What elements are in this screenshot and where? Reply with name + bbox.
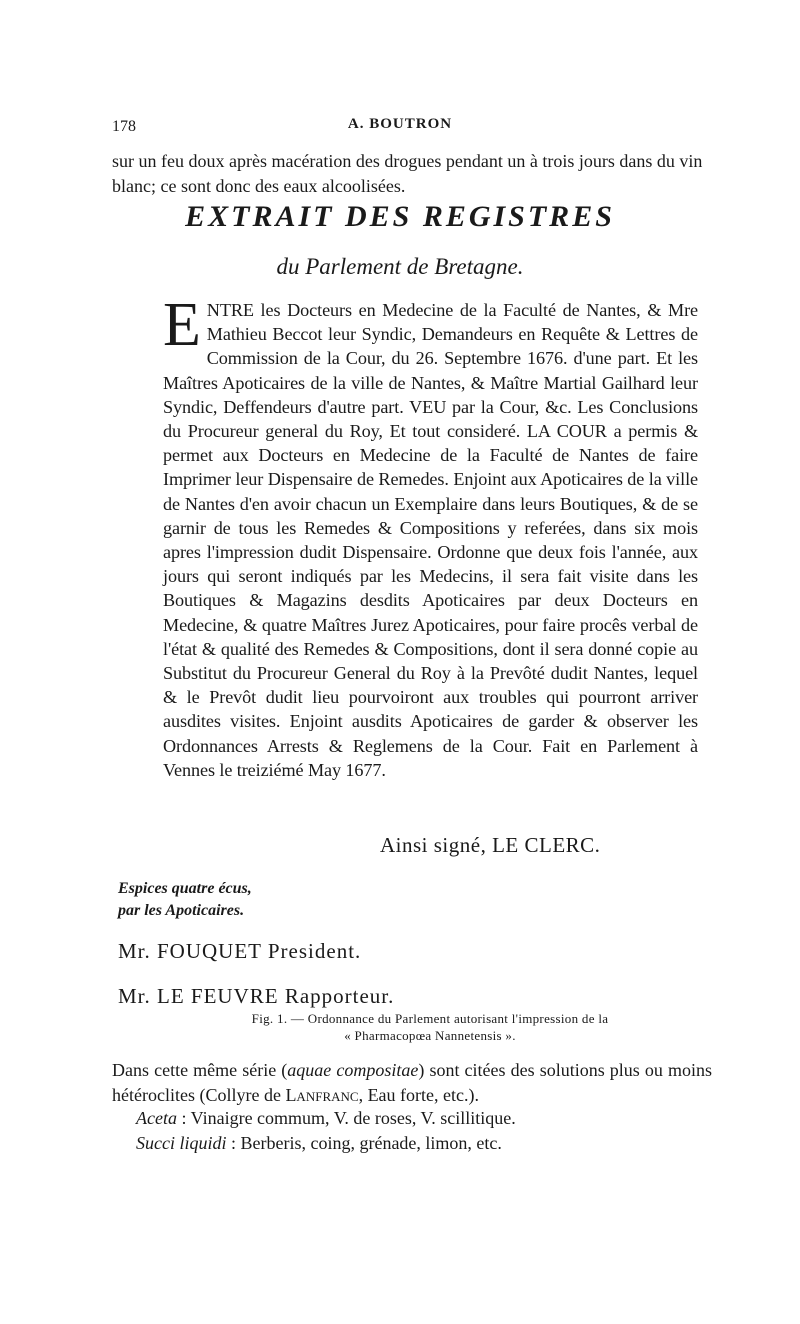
succi-line: [136, 1133, 502, 1154]
caption-line-2: « Pharmacopœa Nannetensis ».: [344, 1028, 516, 1043]
drop-cap: E: [163, 291, 201, 359]
succi-text: : Berberis, coing, grénade, limon, etc.: [226, 1133, 502, 1153]
extrait-title: EXTRAIT DES REGISTRES: [185, 200, 615, 233]
running-head: A. BOUTRON: [347, 116, 453, 132]
para-emphasis: aquae compositae: [287, 1060, 419, 1080]
para-text-start: Dans cette même série (: [112, 1060, 288, 1080]
succi-label: Succi liquidi: [136, 1133, 227, 1153]
figure-caption: [120, 1010, 740, 1044]
para-smallcaps: Lanfranc: [285, 1085, 359, 1105]
intro-paragraph: sur un feu doux après macération des drogues pendant un à trois jours dans du vin blanc; ce sont donc des eaux alcoolisées.: [112, 151, 703, 196]
president-line: Mr. FOUQUET President.: [118, 939, 362, 963]
aceta-line: [136, 1108, 516, 1129]
para-text-mid: ) sont citées des solutions plus ou moins hétéroclites (Collyre de: [112, 1060, 712, 1105]
epices-line-1: Espices quatre écus,: [118, 880, 252, 897]
decree-body: NTRE les Docteurs en Medecine de la Faculté de Nantes, & Mre Mathieu Beccot leur Syndic, Demandeurs en Requête & Lettres de Commission de la Cour, du 26. Septembre 1676. d'une part. Et les Maîtres Apoticaires de la ville de Nantes, & Maître Martial Gailhard leur Syndic, Deffendeurs d'autre part. VEU par la Cour, &c. Les Conclusions du Procureur general du Roy, Et tout consideré. LA COUR a permis & permet aux Docteurs en Medecine de la Faculté de Nantes de faire Imprimer leur Dispensaire de Remedes. Enjoint aux Apoticaires de la ville de Nantes d'en avoir chacun un Exemplaire dans leurs Boutiques, & de se garnir de tous les Remedes & Compositions y referées, dans six mois apres l'impression dudit Dispensaire. Ordonne que deux fois l'année, aux jours qui seront indiqués par les Medecins, il sera fait visite dans les Boutiques & Magazins desdits Apoticaires par deux Docteurs en Medecine, & quatre Maîtres Jurez Apoticaires, pour faire procês verbal de l'état & qualité des Remedes & Compositions, dont il sera donné copie au Substitut du Procureur General du Roy à la Prevôté dudit Nantes, lequel & le Prevôt dudit lieu pourvoiront aux troubles qui pourront arriver ausdites visites. Enjoint ausdits Apoticaires de garder & observer les Ordonnances Arrests & Reglemens de la Cour. Fait en Parlement à Vennes le treiziémé May 1677.: [163, 300, 698, 780]
epices-note: [118, 878, 252, 922]
page-number: 178: [112, 118, 136, 135]
para-text-end: , Eau forte, etc.).: [358, 1085, 479, 1105]
signature-line: Ainsi signé, LE CLERC.: [380, 833, 601, 857]
extrait-subtitle: du Parlement de Bretagne.: [276, 254, 524, 279]
caption-line-1: Fig. 1. — Ordonnance du Parlement autorisant l'impression de la: [251, 1011, 609, 1026]
epices-line-2: par les Apoticaires.: [118, 902, 245, 919]
body-paragraph: [112, 1058, 712, 1108]
decree-text: [163, 291, 698, 782]
aceta-label: Aceta: [136, 1108, 177, 1128]
rapporteur-line: Mr. LE FEUVRE Rapporteur.: [118, 984, 395, 1008]
aceta-text: : Vinaigre commum, V. de roses, V. scillitique.: [176, 1108, 516, 1128]
